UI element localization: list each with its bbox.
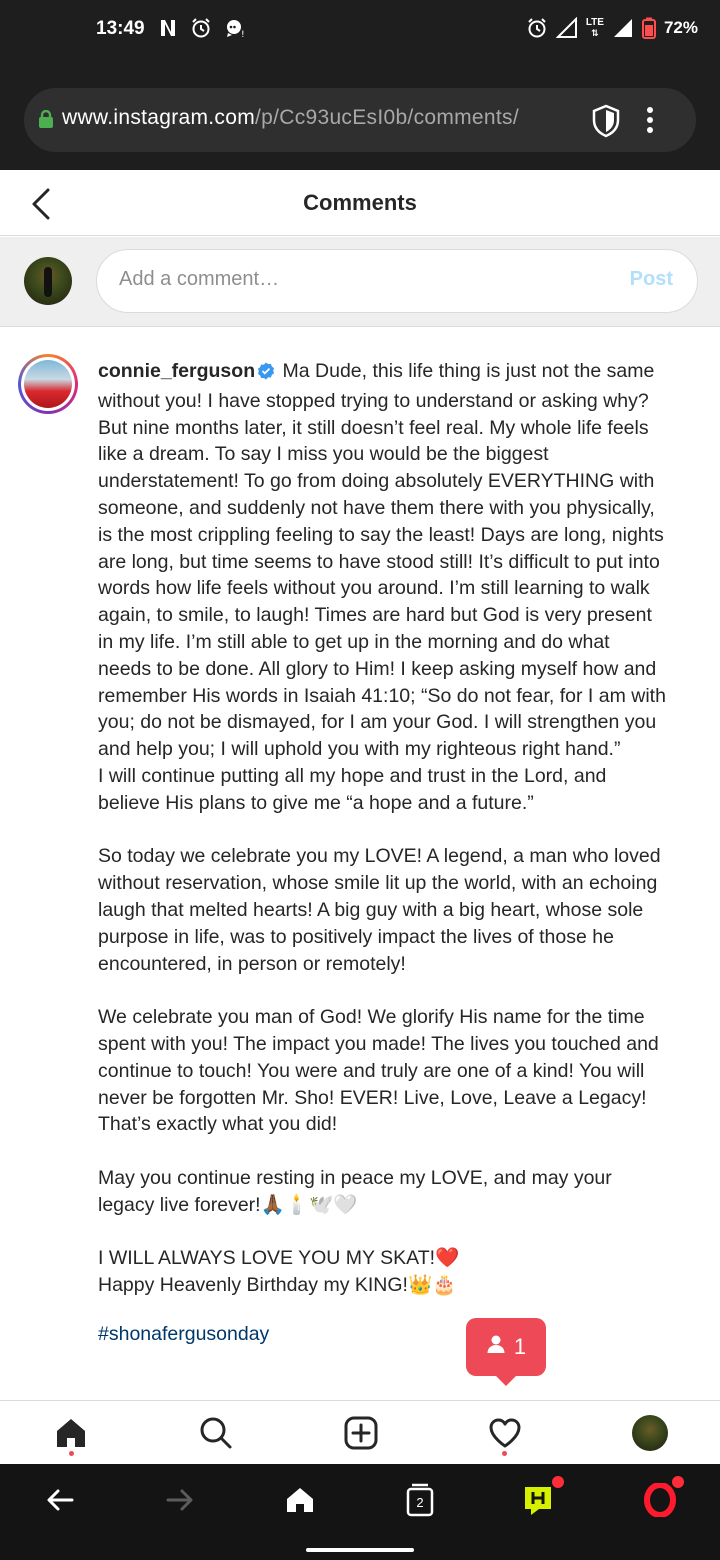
user-avatar[interactable] [24, 257, 72, 305]
home-icon[interactable] [51, 1413, 91, 1453]
caption-paragraph-4: We celebrate you man of God! We glorify His name for the time spent with you! The impact you made! The lives you touched and continue to touch! You were and truly are one of a kind! You will never be forgotten Mr. Sho! EVER! Live, Love, Leave a Legacy! That’s exactly what you did! [98, 1006, 659, 1136]
alarm-icon [190, 16, 212, 40]
caption-paragraph-7: Happy Heavenly Birthday my KING!👑🎂 [98, 1274, 457, 1297]
status-time: 13:49 [96, 18, 145, 39]
activity-dot [502, 1451, 507, 1456]
battery-icon [642, 16, 656, 40]
games-notification-dot [552, 1476, 564, 1488]
comment-input[interactable] [119, 268, 599, 291]
new-post-icon[interactable] [341, 1413, 381, 1453]
notification-count: 1 [513, 1334, 527, 1359]
caption-paragraph-1 [98, 358, 668, 763]
comment-composer [0, 237, 720, 327]
signal-icon-2 [612, 16, 634, 40]
bottom-navigation [0, 1400, 720, 1464]
shield-icon[interactable] [590, 104, 622, 143]
page-title: Comments [303, 190, 417, 215]
back-arrow-icon[interactable] [40, 1480, 80, 1520]
browser-toolbar [0, 70, 720, 170]
caption-text-1: Ma Dude, this life thing is just not the same without you! I have stopped trying to understand or asking why? But nine months later, it still doesn’t feel real. My whole life feels like a dream. To say I miss you would be the biggest understatement! To go from doing absolutely EVERYTHING with someone, and suddenly not have them there with you physically, is the most crippling feeling to say the least! Days are long, nights are long, but time seems to have stood still! It’s difficult to put into words how life feels without you around. I’m still learning to walk again, to smile, to laugh! Times are hard but God is very present in my life. I’m still able to get up in the morning and do what needs to be done. All glory to Him! I keep asking myself how and remember His words in Isaiah 41:10; “So do not fear, for I am with you; do not be dismayed, for I am your God. I will strengthen you and help you; I will uphold you with my righteous right hand.” [98, 360, 666, 761]
post-button[interactable]: Post [629, 268, 673, 290]
tabs-icon[interactable] [400, 1480, 440, 1520]
games-icon[interactable] [518, 1480, 558, 1520]
url-domain: www.instagram.com [62, 106, 255, 129]
author-username[interactable]: connie_ferguson [98, 360, 256, 382]
netflix-notification-icon [158, 16, 178, 40]
caption-paragraph-3: So today we celebrate you my LOVE! A legend, a man who loved without reservation, whose smile lit up the world, with an echoing laugh that melted hearts! A big guy with a big heart, whose sole purpose in life, was to positively impact the lives of those he encountered, in person or remotely! [98, 845, 661, 975]
lte-arrows-icon: ⇅ [591, 28, 599, 38]
svg-text:!: ! [241, 30, 245, 39]
chat-notification-icon [224, 16, 246, 40]
search-icon[interactable] [196, 1413, 236, 1453]
heart-icon[interactable] [485, 1413, 525, 1453]
profile-avatar[interactable] [630, 1413, 670, 1453]
status-right-icons [526, 16, 698, 40]
caption [98, 358, 668, 1348]
lock-icon [38, 110, 54, 133]
caption-paragraph-5: May you continue resting in peace my LOVE, and may your legacy live forever!🙏🏾🕯️🕊️🤍 [98, 1166, 612, 1216]
opera-notification-dot [672, 1476, 684, 1488]
alarm-icon [526, 16, 548, 40]
caption-paragraph-2: I will continue putting all my hope and trust in the Lord, and believe His plans to give me “a hope and a future.” [98, 764, 607, 814]
author-avatar[interactable] [18, 354, 78, 414]
paragraph-gap [98, 977, 668, 1004]
browser-bottom-bar [0, 1464, 720, 1560]
instagram-page [0, 170, 720, 1464]
overflow-menu-icon[interactable] [646, 106, 654, 139]
home-icon[interactable] [280, 1480, 320, 1520]
home-activity-dot [69, 1451, 74, 1456]
signal-icon [556, 16, 578, 40]
comments-header [0, 170, 720, 236]
paragraph-gap [98, 1219, 668, 1246]
battery-percent: 72% [663, 18, 698, 37]
verified-badge-icon [257, 361, 275, 388]
lte-label: LTE [585, 17, 604, 28]
tab-count: 2 [416, 1495, 424, 1510]
url-text[interactable] [62, 106, 519, 130]
caption-paragraph-6: I WILL ALWAYS LOVE YOU MY SKAT!❤️ [98, 1247, 460, 1270]
comment-input-container[interactable] [96, 249, 698, 313]
address-bar[interactable] [24, 88, 696, 152]
hashtag-link[interactable]: #shonafergusonday [98, 1322, 270, 1345]
forward-arrow-icon[interactable] [160, 1480, 200, 1520]
gesture-home-bar[interactable] [306, 1548, 414, 1552]
lte-icon [586, 16, 604, 40]
status-bar [0, 0, 720, 70]
paragraph-gap [98, 817, 668, 844]
author-avatar-inner [21, 357, 75, 411]
paragraph-gap [98, 1138, 668, 1165]
person-icon [486, 1334, 506, 1360]
author-avatar-image [24, 360, 72, 408]
follower-notification-bubble[interactable] [466, 1318, 546, 1376]
profile-avatar-image [632, 1415, 668, 1451]
url-path: /p/Cc93ucEsI0b/comments/ [254, 106, 519, 129]
status-left-icons [158, 16, 246, 40]
